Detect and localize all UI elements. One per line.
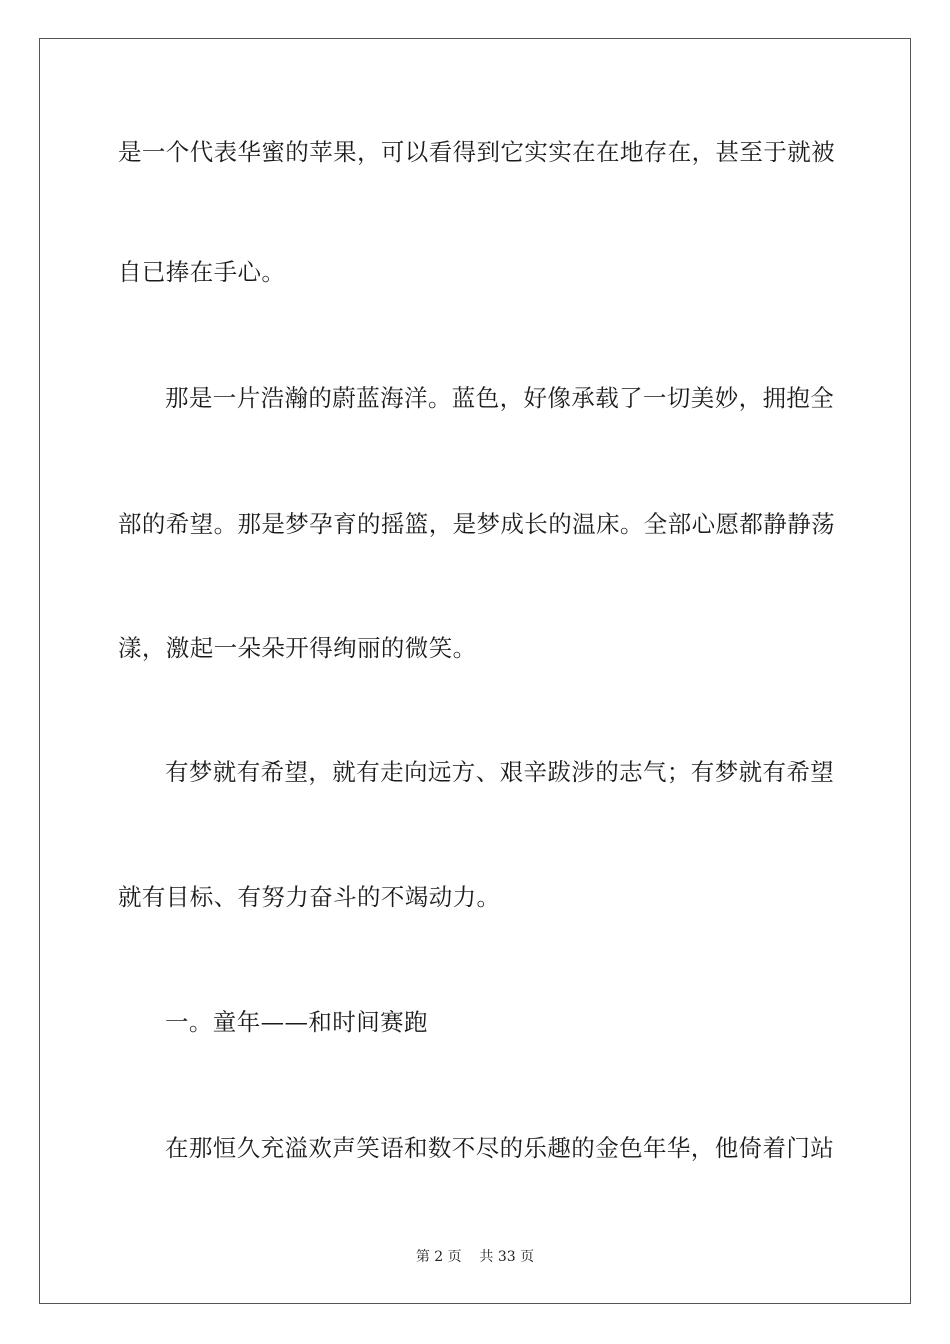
paragraph-line-2: 自已捧在手心。 xyxy=(118,258,286,286)
paragraph-line-5: 漾，激起一朵朵开得绚丽的微笑。 xyxy=(118,634,477,662)
page-number-footer: 第 2 页 共 33 页 xyxy=(415,1249,535,1265)
section-heading: 一。童年——和时间赛跑 xyxy=(165,1008,428,1036)
paragraph-line-6: 有梦就有希望，就有走向远方、艰辛跋涉的志气；有梦就有希望 xyxy=(165,758,835,786)
paragraph-line-3: 那是一片浩瀚的蔚蓝海洋。蓝色，好像承载了一切美妙，拥抱全 xyxy=(165,384,835,412)
page-border xyxy=(39,38,911,1304)
paragraph-line-4: 部的希望。那是梦孕育的摇篮，是梦成长的温床。全部心愿都静静荡 xyxy=(118,510,835,538)
paragraph-line-7: 就有目标、有努力奋斗的不竭动力。 xyxy=(118,883,501,911)
paragraph-line-1: 是一个代表华蜜的苹果，可以看得到它实实在在地存在，甚至于就被 xyxy=(118,138,835,166)
paragraph-line-9: 在那恒久充溢欢声笑语和数不尽的乐趣的金色年华，他倚着门站 xyxy=(165,1134,835,1162)
